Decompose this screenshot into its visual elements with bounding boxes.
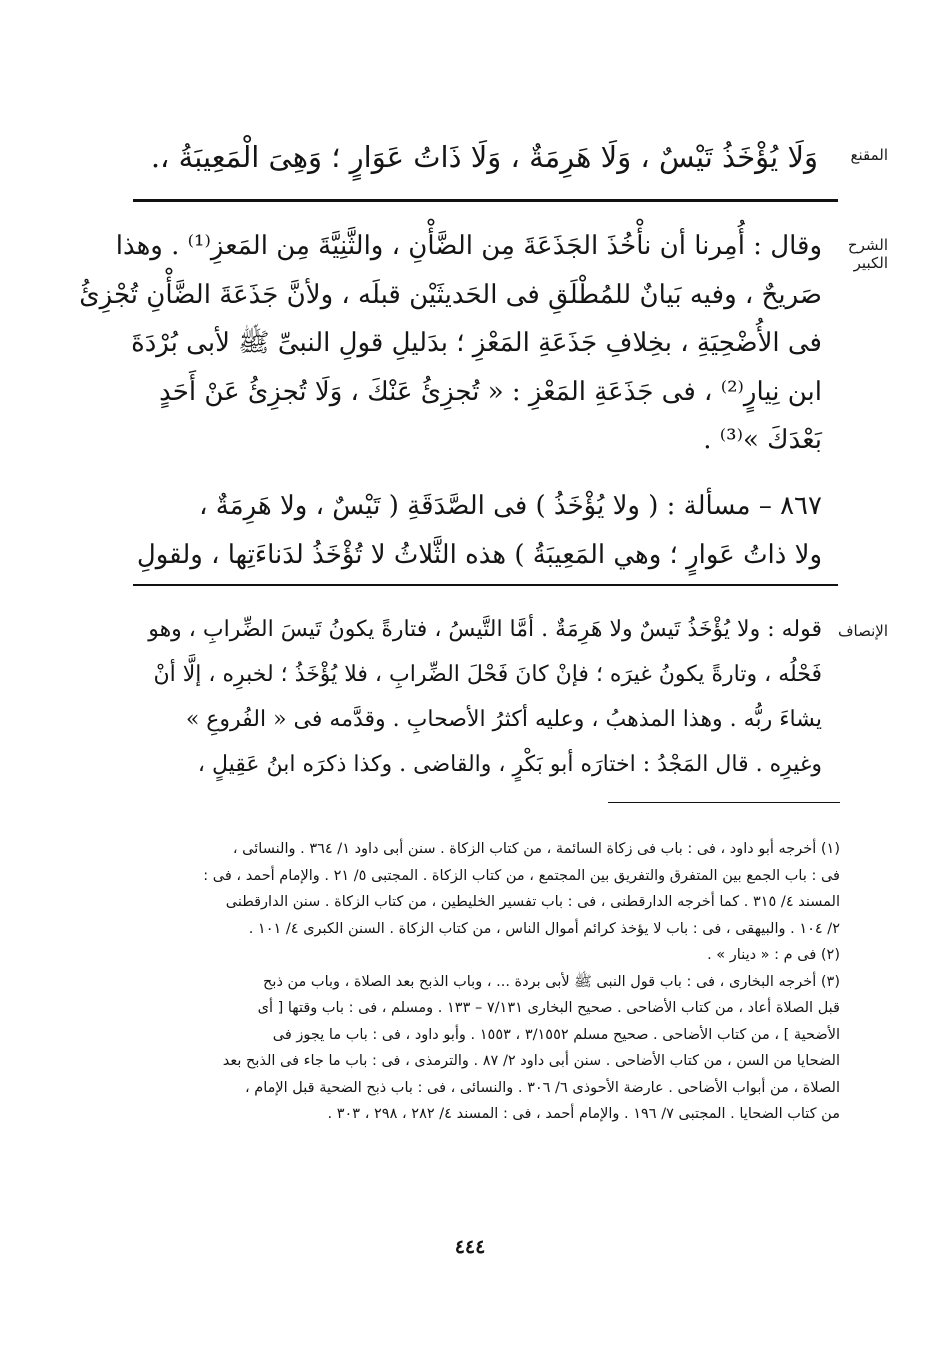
footnote-line: الصلاة ، من أبواب الأضاحى . عارضة الأحوذى ٦/ ٣٠٦ . والنسائى ، فى : باب ذبح الضحية قبل الإمام ، — [244, 1079, 840, 1096]
footnote-line: ٢/ ١٠٤ . والبيهقى ، فى : باب لا يؤخذ كرائم أموال الناس ، من كتاب الزكاة . السنن الكبرى ٤/ ١٠١ . — [248, 920, 840, 937]
section-label-muqni: المقنع — [850, 146, 888, 164]
sharh-line: بَعْدَكَ »⁽³⁾ . — [703, 425, 822, 455]
muqni-line: وَلَا يُؤْخَذُ تَيْسٌ ، وَلَا هَرِمَةٌ ، وَلَا ذَاتُ عَوَارٍ ؛ وَهِىَ الْمَعِيبَةُ ،. — [150, 140, 818, 174]
footnote-line: من كتاب الضحايا . المجتبى ٧/ ١٩٦ . والإمام أحمد ، فى : المسند ٤/ ٢٨٢ ، ٢٩٨ ، ٣٠٣ . — [327, 1106, 840, 1122]
footnotes — [132, 836, 840, 1128]
footnote-line: فى : باب الجمع بين المتفرق والتفريق بين المجتمع ، من كتاب الزكاة . المجتبى ٥/ ٢١ . والإمام أحمد ، فى : — [203, 867, 840, 884]
insaf-line: قوله : ولا يُؤْخَذُ تَيسٌ ولا هَرِمَةٌ . أمَّا التَّيسُ ، فتارةً يكونُ تَيسَ الضِّرابِ ، وهو — [148, 617, 822, 642]
footnote-separator — [608, 802, 840, 803]
insaf-line: فَحْلُه ، وتارةً يكونُ غيرَه ؛ فإنْ كانَ فَحْلَ الضِّرابِ ، فلا يُؤْخَذُ ؛ لخبرِه ، إلَّا أنْ — [153, 662, 822, 687]
section-label-insaf: الإنصاف — [837, 622, 888, 640]
footnote-line: الضحايا من السن ، من كتاب الأضاحى . سنن أبى داود ٢/ ٨٧ . والترمذى ، فى : باب ما جاء فى الذبح بعد — [222, 1053, 840, 1069]
sharh-text — [79, 222, 822, 465]
masala-text — [130, 482, 822, 579]
sharh-line: فى الأُضْحِيَةِ ، بخِلافِ جَذَعَةِ المَعْزِ ؛ بدَليلِ قولِ النبىِّ ﷺ لأبى بُرْدَةَ — [131, 328, 822, 358]
footnote-line: (٢) فى م : « دينار » . — [707, 947, 840, 963]
sharh-line: ابن نِيارٍ⁽²⁾ ، فى جَذَعَةِ المَعْزِ : « تُجزِئُ عَنْكَ ، وَلَا تُجزِئُ عَنْ أَحَدٍ — [159, 376, 822, 407]
footnote-line: (٣) أخرجه البخارى ، فى : باب قول النبى ﷺ لأبى بردة ... ، وباب الذبح بعد الصلاة ، وباب من ذبح — [263, 973, 840, 990]
masala-line: ٨٦٧ – مسألة : ( ولا يُؤْخَذُ ) فى الصَّدَقَةِ ( تَيْسٌ ، ولا هَرِمَةٌ ، — [199, 491, 822, 521]
sharh-line: وقال : أُمِرنا أن نأْخُذَ الجَذَعَةَ مِن الضَّأْنِ ، والثَّنِيَّةَ مِن المَعزِ⁽¹⁾ . وهذا — [115, 231, 822, 261]
page-number: ٤٤٤ — [454, 1236, 486, 1258]
insaf-line: وغيرِه . قال المَجْدُ : اختارَه أبو بَكْرٍ ، والقاضى . وكذا ذكرَه ابنُ عَقِيلٍ ، — [197, 752, 822, 777]
insaf-text — [130, 607, 822, 787]
footnote-line: المسند ٤/ ٣١٥ . كما أخرجه الدارقطنى ، فى : باب تفسير الخليطين ، من كتاب الزكاة . سنن الدارقطنى — [225, 894, 840, 910]
section-label-sharh: الشرح الكبير — [847, 236, 888, 272]
footnote-line: (١) أخرجه أبو داود ، فى : باب فى زكاة السائمة ، من كتاب الزكاة . سنن أبى داود ١/ ٣٦٤ . والنسائى ، — [232, 841, 840, 857]
muqni-divider — [133, 199, 838, 202]
insaf-line: يشاءَ ربُّه . وهذا المذهبُ ، وعليه أكثرُ الأصحابِ . وقدَّمه فى « الفُروعِ » — [185, 707, 822, 732]
sharh-line: صَريحٌ ، وفيه بَيانٌ للمُطْلَقِ فى الحَديثَيْن قبلَه ، ولأنَّ جَذَعَةَ الضَّأْنِ تُجْزِئُ — [79, 279, 822, 310]
footnote-line: الأضحية ] ، من كتاب الأضاحى . صحيح مسلم ٣/١٥٥٢ ، ١٥٥٣ . وأبو داود ، فى : باب ما يجوز فى — [272, 1026, 840, 1043]
sharh-divider — [133, 584, 838, 586]
masala-line: ولا ذاتُ عَوارٍ ؛ وهي المَعِيبَةُ ) هذه الثَّلاثُ لا تُؤْخَذُ لدَناءَتِها ، ولقولِ — [136, 539, 822, 570]
footnote-line: قبل الصلاة أعاد ، من كتاب الأضاحى . صحيح البخارى ٧/١٣١ – ١٣٣ . ومسلم ، فى : باب وقتها [ أى — [257, 1000, 840, 1016]
muqni-text — [130, 128, 818, 186]
